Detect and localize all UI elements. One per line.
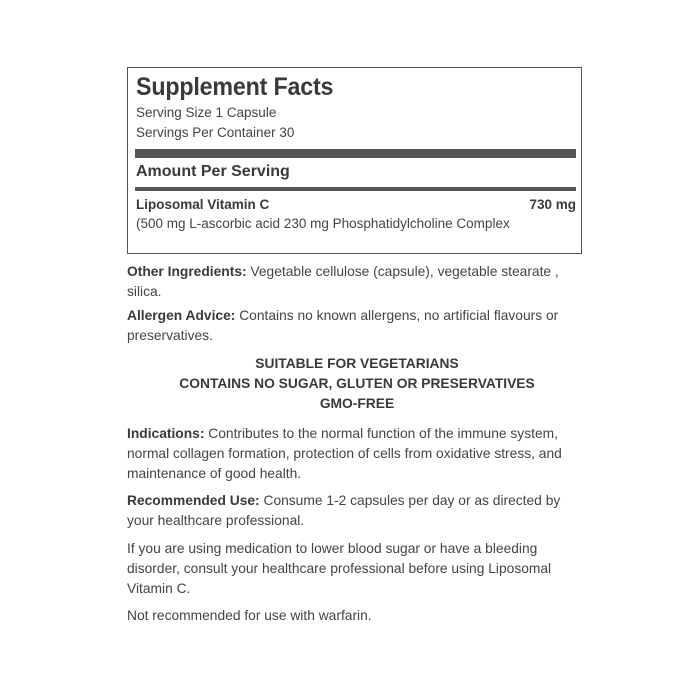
warfarin-warning: Not recommended for use with warfarin. — [127, 608, 372, 623]
claim-gmo-free: GMO-FREE — [319, 396, 395, 411]
nutrient-row — [136, 196, 576, 214]
allergen-advice-paragraph — [127, 306, 587, 346]
amount-per-serving-header: Amount Per Serving — [136, 163, 290, 180]
medication-warning: If you are using medication to lower blood sugar or have a bleeding disorder, consult your healthcare professional before using Liposomal Vitamin C. — [127, 541, 552, 596]
supplement-facts-panel — [127, 67, 582, 254]
claim-no-sugar-gluten: CONTAINS NO SUGAR, GLUTEN OR PRESERVATIVES — [179, 376, 535, 391]
recommended-use-label: Recommended Use: — [127, 493, 260, 508]
supplement-facts-title: Supplement Facts — [136, 73, 334, 101]
medium-divider — [135, 187, 576, 191]
servings-per-container: Servings Per Container 30 — [136, 125, 295, 140]
nutrient-amount: 730 mg — [529, 197, 576, 212]
other-ingredients-label: Other Ingredients: — [127, 264, 247, 279]
recommended-use-paragraph — [127, 491, 587, 531]
nutrient-name: Liposomal Vitamin C — [136, 197, 270, 212]
other-ingredients-paragraph — [127, 262, 587, 302]
nutrient-detail: (500 mg L-ascorbic acid 230 mg Phosphatidylcholine Complex — [136, 216, 510, 231]
claim-vegetarian: SUITABLE FOR VEGETARIANS — [255, 356, 459, 371]
indications-paragraph — [127, 424, 587, 484]
indications-label: Indications: — [127, 426, 205, 441]
recommended-use-text: Consume 1-2 capsules per day or as directed by your healthcare professional. — [127, 493, 561, 528]
allergen-advice-text: Contains no known allergens, no artificial flavours or preservatives. — [127, 308, 559, 343]
other-ingredients-text: Vegetable cellulose (capsule), vegetable stearate , silica. — [127, 264, 559, 299]
allergen-advice-label: Allergen Advice: — [127, 308, 236, 323]
thick-divider — [135, 149, 576, 158]
claims-block — [127, 354, 587, 414]
indications-text: Contributes to the normal function of the immune system, normal collagen formation, protection of cells from oxidative stress, and maintenance of good health. — [127, 426, 562, 481]
serving-size: Serving Size 1 Capsule — [136, 105, 277, 120]
